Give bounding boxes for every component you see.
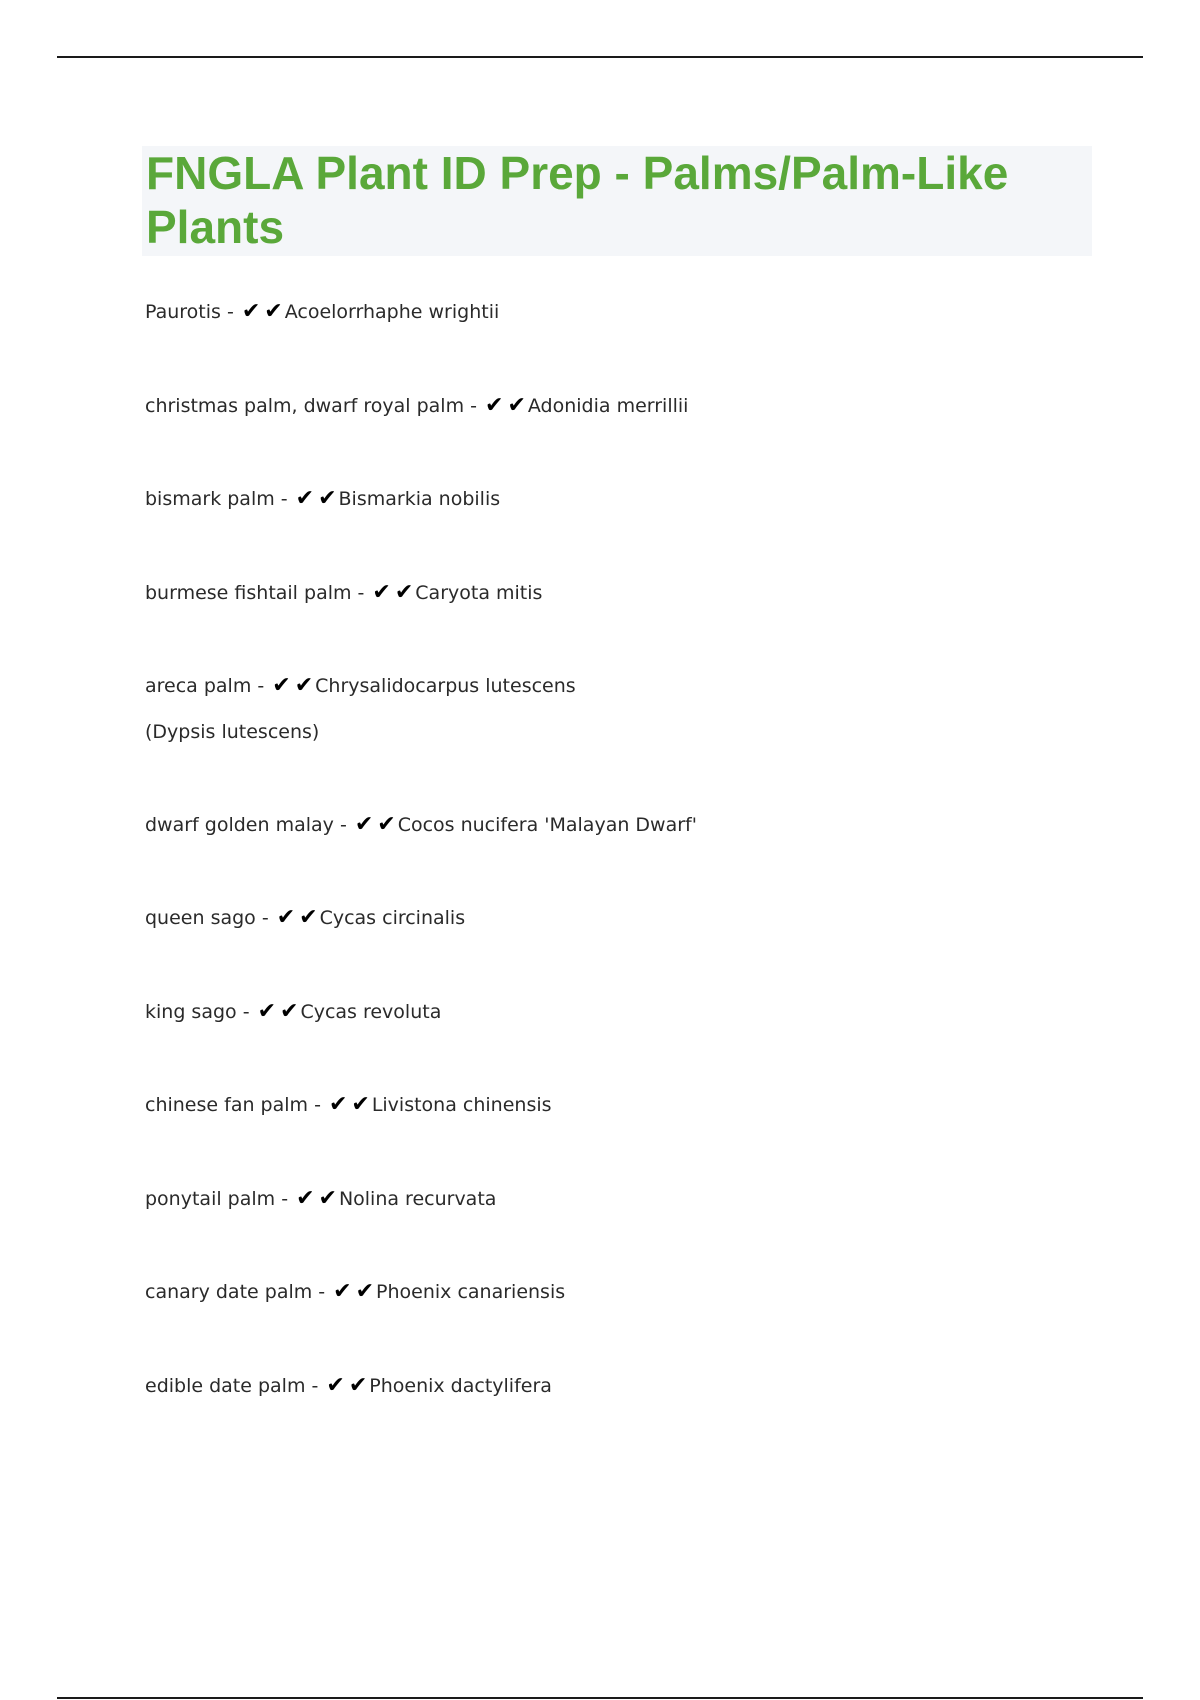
header-rule — [57, 56, 1143, 58]
common-name: edible date palm — [145, 1375, 306, 1397]
check-icon: ✔ — [318, 486, 337, 511]
scientific-name: Bismarkia nobilis — [338, 488, 501, 510]
list-item — [145, 1000, 441, 1024]
list-item — [145, 394, 688, 418]
list-item — [145, 300, 499, 324]
check-icon: ✔ — [355, 1279, 375, 1304]
check-icon: ✔ — [296, 1186, 315, 1211]
list-item — [145, 674, 576, 698]
list-item — [145, 906, 465, 930]
check-icon: ✔ — [299, 905, 318, 930]
scientific-name: Acoelorrhaphe wrightii — [284, 301, 500, 323]
scientific-name: Cycas circinalis — [319, 907, 466, 929]
common-name: ponytail palm — [145, 1188, 276, 1210]
scientific-name: Caryota mitis — [415, 582, 543, 604]
check-icon: ✔ — [326, 1373, 345, 1398]
list-item — [145, 1187, 496, 1211]
check-icon: ✔ — [333, 1279, 352, 1304]
scientific-name: Cocos nucifera 'Malayan Dwarf' — [397, 814, 697, 836]
check-icon: ✔ — [294, 673, 314, 698]
common-name: chinese fan palm — [145, 1094, 309, 1116]
synonym-note: (Dypsis lutescens) — [145, 721, 320, 743]
check-icon: ✔ — [257, 999, 276, 1024]
check-icon: ✔ — [354, 812, 374, 837]
separator: - — [226, 301, 234, 323]
scientific-name: Phoenix dactylifera — [369, 1375, 552, 1397]
common-name: Paurotis — [145, 301, 221, 323]
check-icon: ✔ — [295, 486, 315, 511]
list-item — [145, 1280, 565, 1304]
check-icon: ✔ — [328, 1092, 348, 1117]
common-name: canary date palm — [145, 1281, 313, 1303]
separator: - — [257, 675, 265, 697]
document-title: FNGLA Plant ID Prep - Palms/Palm-Like Plants — [146, 147, 1009, 253]
separator: - — [357, 582, 365, 604]
common-name: areca palm — [145, 675, 252, 697]
scientific-name: Phoenix canariensis — [376, 1281, 566, 1303]
common-name: queen sago — [145, 907, 256, 929]
check-icon: ✔ — [372, 580, 391, 605]
check-icon: ✔ — [394, 580, 414, 605]
separator: - — [280, 488, 288, 510]
footer-rule — [57, 1697, 1143, 1699]
check-icon: ✔ — [241, 299, 261, 324]
check-icon: ✔ — [280, 999, 299, 1024]
list-item — [145, 1374, 552, 1398]
check-icon: ✔ — [351, 1092, 370, 1117]
scientific-name: Adonidia merrillii — [527, 395, 689, 417]
check-icon: ✔ — [507, 393, 526, 418]
check-icon: ✔ — [264, 299, 283, 324]
common-name: bismark palm — [145, 488, 275, 510]
check-icon: ✔ — [276, 905, 296, 930]
common-name: dwarf golden malay — [145, 814, 334, 836]
list-item — [145, 487, 500, 511]
common-name: burmese fishtail palm — [145, 582, 352, 604]
check-icon: ✔ — [348, 1373, 368, 1398]
separator: - — [261, 907, 269, 929]
scientific-name: Livistona chinensis — [371, 1094, 552, 1116]
separator: - — [314, 1094, 321, 1116]
list-item — [145, 813, 697, 837]
scientific-name: Nolina recurvata — [338, 1188, 497, 1210]
common-name: king sago — [145, 1001, 237, 1023]
separator: - — [339, 814, 347, 836]
separator: - — [318, 1281, 326, 1303]
separator: - — [311, 1375, 319, 1397]
separator: - — [242, 1001, 250, 1023]
title-banner — [142, 146, 1092, 256]
separator: - — [281, 1188, 289, 1210]
check-icon: ✔ — [485, 393, 504, 418]
common-name: christmas palm, dwarf royal palm — [145, 395, 465, 417]
list-item — [145, 581, 542, 605]
list-item — [145, 1093, 552, 1117]
separator: - — [470, 395, 477, 417]
check-icon: ✔ — [272, 673, 291, 698]
check-icon: ✔ — [318, 1186, 337, 1211]
scientific-name: Cycas revoluta — [300, 1001, 442, 1023]
scientific-name: Chrysalidocarpus lutescens — [315, 675, 576, 697]
check-icon: ✔ — [377, 812, 396, 837]
